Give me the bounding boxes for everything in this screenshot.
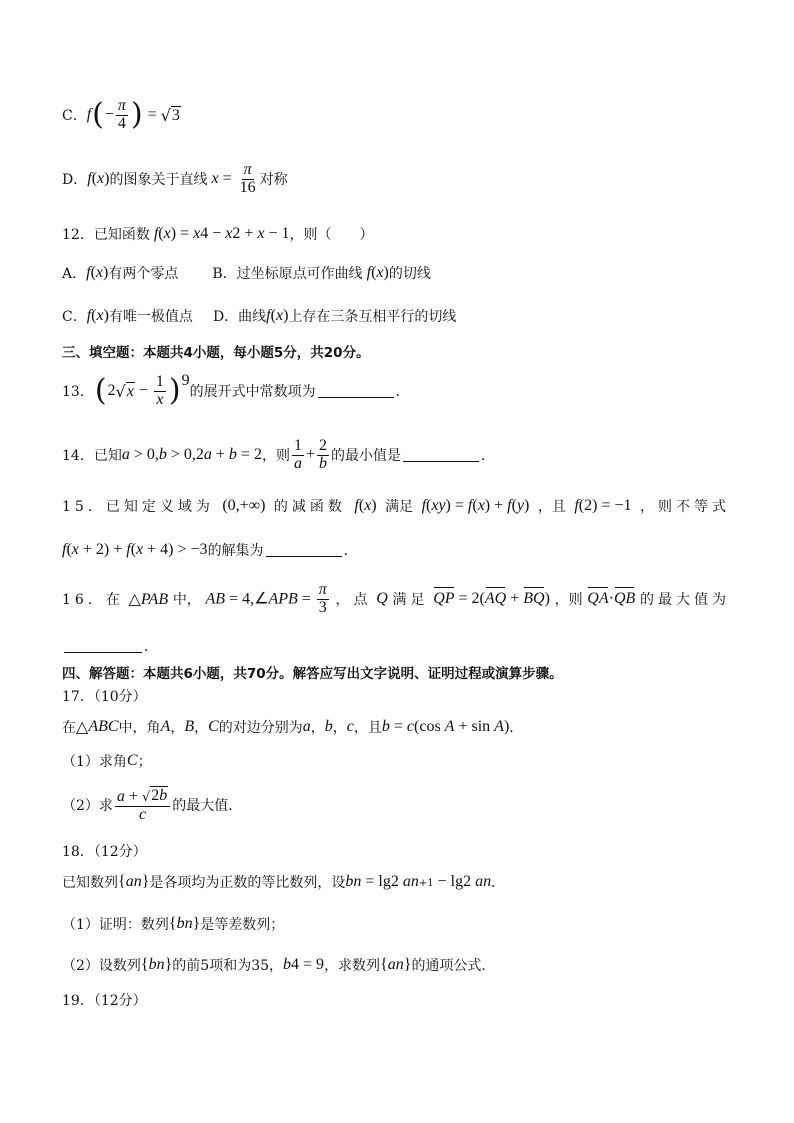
- answer-blank: [403, 449, 479, 462]
- q11-option-d: D． f ( x ) 的图象关于直线 x = $\frac{\pi}{16}$ 对称: [62, 161, 288, 196]
- q12-options-cd: C． f ( x ) 有唯一极值点 D．曲线 f ( x ) 上存在三条互相平行的切线: [62, 307, 457, 325]
- q18-head: 18．（12分）: [62, 844, 147, 860]
- q16-line1: 16．在 △PAB 中， AB = 4,∠APB = $\frac{\pi}{3}$ ，点 Q 满足 QP = 2(AQ + BQ) ，则 QA·QB 的最大值为: [62, 581, 730, 616]
- section-heading-fill-in: 三、填空题：本题共4小题，每小题5分，共20分。: [62, 345, 370, 361]
- answer-blank: [64, 640, 142, 653]
- q12-options-ab: A． f ( x ) 有两个零点 B．过坐标原点可作曲线 f ( x ) 的切线: [62, 264, 431, 282]
- q14: 14．已知 a > 0, b > 0,2 a + b = 2 ，则 $\frac{1}{a}$ + $\frac{2}{b}$ 的最小值是 ．: [62, 437, 495, 472]
- q18-part2: （2）设数列 { b n } 的前5项和为35， b 4 = 9 ，求数列 { a n } 的通项公式．: [62, 956, 496, 974]
- sqrt: √ 3: [160, 105, 180, 125]
- option-label: C．: [62, 108, 87, 125]
- q11-option-c: C． f ( − $\frac{\pi}{4}$ ) = √ 3: [62, 97, 180, 133]
- q15-line1: 15．已知定义域为 (0,+∞) 的减函数 f(x) 满足 f(xy) = f(x) + f(y) ，且 f(2) = −1 ，则不等式: [62, 497, 730, 515]
- q15-line2: f ( x + 2) + f ( x + 4) > −3 的解集为 ．: [62, 541, 358, 559]
- fraction: $\frac{\pi}{16}$: [239, 161, 256, 196]
- q17-part2: （2）求 a + √ 2b c 的最大值．: [62, 787, 243, 823]
- formula: f: [86, 106, 92, 124]
- q19-head: 19．（12分）: [62, 993, 147, 1009]
- fraction: $\frac{\pi}{4}$: [117, 97, 126, 132]
- q17-head: 17．（10分）: [62, 689, 147, 705]
- q17-stem: 在 △ ABC 中，角 A ， B ， C 的对边分别为 a ， b ， c ，且 b = c (cos A + sin A ) ．: [62, 718, 524, 736]
- q12-stem: 12．已知函数 f ( x ) = x 4 − x 2 + x − 1 ，则（ ）: [62, 225, 374, 243]
- q13: 13． ( 2 √ x − $\frac{1}{x}$ ) 9 的展开式中常数项为 ．: [62, 372, 410, 409]
- q17-part1: （1）求角 C ；: [62, 752, 152, 770]
- answer-blank: [318, 385, 394, 398]
- q18-stem: 已知数列 { a n } 是各项均为正数的等比数列，设 b n = lg 2 a n+1 − lg 2 a n ．: [62, 873, 506, 891]
- q18-part1: （1）证明：数列 { b n } 是等差数列；: [62, 915, 285, 933]
- section-heading-answer: 四、解答题：本题共6小题，共70分。解答应写出文字说明、证明过程或演算步骤。: [62, 666, 563, 682]
- answer-blank: [266, 544, 342, 557]
- q16-line2: ．: [62, 636, 158, 656]
